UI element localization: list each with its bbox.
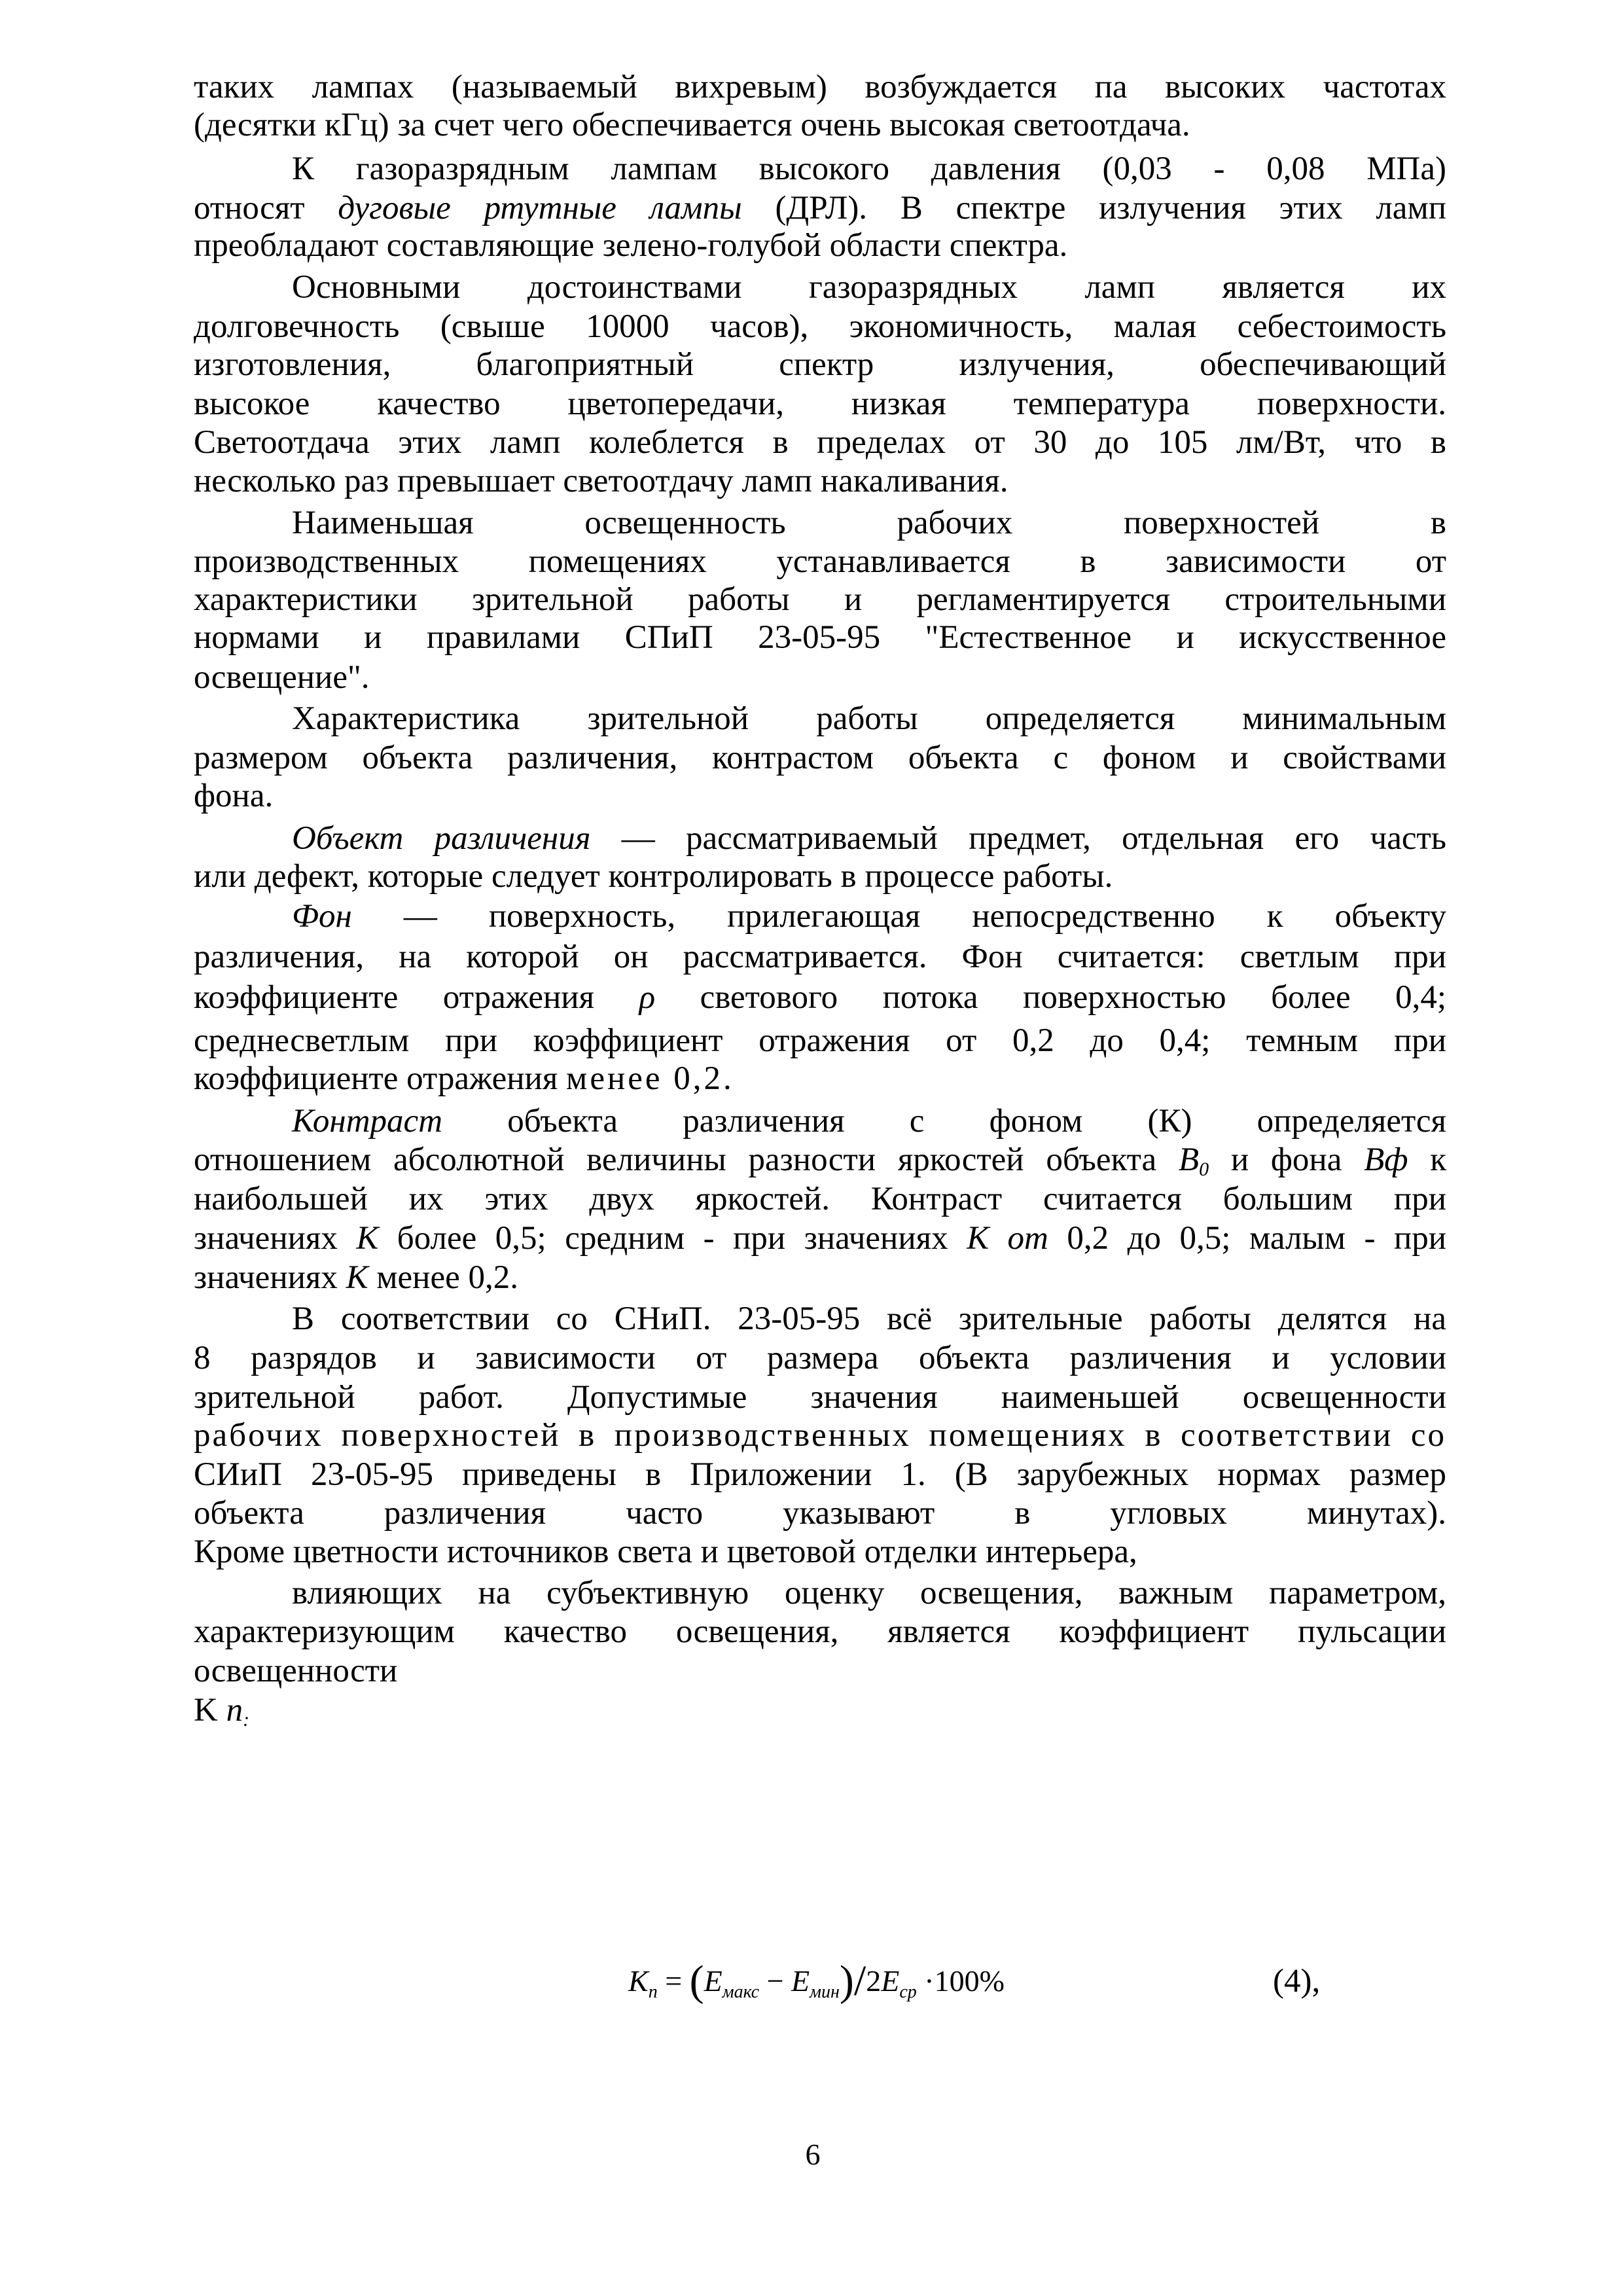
text-line-34 bbox=[194, 1378, 1446, 1417]
symbol-k: К bbox=[346, 1259, 368, 1296]
text-line-7 bbox=[194, 307, 1446, 346]
text-segment: Кроме цветности источников света и цветовой отделки интерьера, bbox=[194, 1534, 1137, 1570]
text-line-19 bbox=[194, 776, 1446, 816]
text-segment: значениях bbox=[194, 1220, 338, 1257]
text-segment: несколько раз превышает светоотдачу ламп накаливания. bbox=[194, 463, 1008, 499]
text-segment: коэффициенте отражения bbox=[194, 1060, 558, 1097]
text-line-9 bbox=[194, 384, 1446, 423]
text-line-13 bbox=[194, 542, 1446, 581]
text-line-39 bbox=[292, 1573, 1446, 1613]
text-segment: Основными достоинствами газоразрядных ламп является их bbox=[292, 269, 1446, 306]
text-segment: более 0,5; средним - при значениях bbox=[397, 1220, 948, 1257]
text-segment: — рассматриваемый предмет, отдельная его часть bbox=[621, 820, 1447, 857]
text-segment: Наименьшая освещенность рабочих поверхностей в bbox=[292, 505, 1446, 541]
text-segment: К газоразрядным лампам высокого давления (0,03 - 0,08 МПа) bbox=[292, 151, 1446, 187]
text-segment: к bbox=[1430, 1141, 1446, 1178]
text-line-37 bbox=[194, 1494, 1446, 1533]
formula-subscript: макс bbox=[722, 1982, 760, 2002]
formula-slash: / bbox=[853, 1957, 866, 2005]
text-line-28 bbox=[194, 1140, 1446, 1179]
text-line-36 bbox=[194, 1455, 1446, 1494]
text-segment: или дефект, которые следует контролировать в процессе работы. bbox=[194, 858, 1113, 895]
formula-factor: ·100% bbox=[924, 1964, 1005, 1998]
text-segment: влияющих на субъективную оценку освещения, важным параметром, bbox=[292, 1575, 1446, 1611]
text-line-26 bbox=[194, 1059, 1446, 1098]
formula-subscript: мин bbox=[810, 1982, 840, 2002]
text-line-10 bbox=[194, 423, 1446, 462]
text-segment: относят bbox=[194, 190, 305, 226]
formula-k: K bbox=[628, 1964, 649, 1998]
formula-number: 2 bbox=[866, 1964, 882, 1998]
text-line-11 bbox=[194, 461, 1446, 501]
text-segment: производственных помещениях устанавливается в зависимости от bbox=[194, 543, 1446, 580]
text-segment: освещенности bbox=[194, 1653, 398, 1689]
formula-e: E bbox=[881, 1964, 900, 1998]
symbol-k: К от bbox=[967, 1220, 1048, 1257]
equation-number: (4), bbox=[1273, 1963, 1321, 2000]
text-line-27 bbox=[292, 1102, 1446, 1141]
text-line-23 bbox=[194, 937, 1446, 977]
text-line-29 bbox=[194, 1179, 1446, 1219]
text-segment: преобладают составляющие зелено-голубой области спектра. bbox=[194, 227, 1068, 264]
text-segment: объекта различения часто указывают в угловых минутах). bbox=[194, 1495, 1446, 1532]
formula-e: E bbox=[704, 1964, 722, 1998]
text-line-5 bbox=[194, 226, 1446, 265]
text-segment: В соответствии со СНиП. 23-05-95 всё зрительные работы делятся на bbox=[292, 1300, 1446, 1337]
text-line-41 bbox=[194, 1651, 1446, 1691]
formula-subscript: п bbox=[648, 1982, 658, 2002]
text-segment: объекта различения с фоном (К) определяется bbox=[507, 1103, 1446, 1139]
formula-equals: = bbox=[665, 1964, 683, 1998]
text-segment: менее 0,2. bbox=[376, 1259, 518, 1296]
text-segment: СИиП 23-05-95 приведены в Приложении 1. (В зарубежных нормах размер bbox=[194, 1456, 1446, 1493]
text-segment: таких лампах (называемый вихревым) возбуждается па высоких частотах bbox=[194, 69, 1446, 105]
text-line-6 bbox=[292, 268, 1446, 307]
formula-minus: − bbox=[766, 1964, 784, 1998]
text-line-33 bbox=[194, 1338, 1446, 1378]
text-segment: фона. bbox=[194, 778, 274, 814]
text-line-14 bbox=[194, 580, 1446, 619]
text-segment: характеристики зрительной работы и регламентируется строительными bbox=[194, 581, 1446, 618]
text-line-20 bbox=[292, 819, 1446, 858]
text-segment: — поверхность, прилегающая непосредственно к объекту bbox=[403, 898, 1447, 935]
text-segment: наибольшей их этих двух яркостей. Контраст считается большим при bbox=[194, 1181, 1446, 1217]
text-line-15 bbox=[194, 618, 1446, 657]
text-segment: светового потока поверхностью более 0,4; bbox=[700, 979, 1447, 1016]
term-background: Фон bbox=[292, 898, 352, 935]
text-line-16 bbox=[194, 658, 1446, 697]
text-line-35 bbox=[194, 1416, 1446, 1455]
text-segment: высокое качество цветопередачи, низкая температура поверхности. bbox=[194, 386, 1446, 422]
text-segment: 0,2 до 0,5; малым - при bbox=[1067, 1220, 1447, 1257]
text-segment: Светоотдача этих ламп колеблется в пределах от 30 до 105 лм/Вт, что в bbox=[194, 424, 1446, 461]
text-line-38 bbox=[194, 1532, 1446, 1571]
text-segment: долговечность (свыше 10000 часов), экономичность, малая себестоимость bbox=[194, 308, 1446, 345]
text-line-12 bbox=[292, 503, 1446, 543]
text-line-25 bbox=[194, 1021, 1446, 1060]
text-segment: зрительной работ. Допустимые значения наименьшей освещенности bbox=[194, 1379, 1446, 1416]
text-segment: нормами и правилами СПиП 23-05-95 "Естественное и искусственное bbox=[194, 619, 1446, 656]
symbol-k: п bbox=[226, 1692, 243, 1729]
text-line-2 bbox=[194, 105, 1446, 145]
emphasis-text: дуговые ртутные лампы bbox=[338, 190, 742, 226]
text-line-8 bbox=[194, 345, 1446, 384]
text-line-24 bbox=[194, 978, 1446, 1017]
text-segment: изготовления, благоприятный спектр излучения, обеспечивающий bbox=[194, 346, 1446, 383]
text-segment: характеризующим качество освещения, является коэффициент пульсации bbox=[194, 1613, 1446, 1650]
subscript: : bbox=[243, 1709, 250, 1731]
symbol-k: К bbox=[356, 1220, 379, 1257]
text-segment: 8 разрядов и зависимости от размера объекта различения и условии bbox=[194, 1340, 1446, 1376]
text-line-18 bbox=[194, 738, 1446, 778]
text-line-4 bbox=[194, 188, 1446, 228]
text-segment: коэффициенте отражения bbox=[194, 979, 595, 1016]
rho-symbol: ρ bbox=[639, 979, 656, 1016]
text-segment: значениях bbox=[194, 1259, 338, 1296]
text-line-21 bbox=[194, 857, 1446, 896]
page-number: 6 bbox=[805, 2138, 821, 2171]
text-segment: среднесветлым при коэффициент отражения от 0,2 до 0,4; темным при bbox=[194, 1022, 1446, 1059]
formula-e: E bbox=[791, 1964, 810, 1998]
text-line-40 bbox=[194, 1612, 1446, 1651]
text-line-30 bbox=[194, 1219, 1446, 1258]
text-segment: (десятки кГц) за счет чего обеспечивается очень высокая светоотдача. bbox=[194, 107, 1190, 143]
symbol-b: B bbox=[1178, 1141, 1200, 1178]
text-segment: (ДРЛ). В спектре излучения этих ламп bbox=[775, 190, 1447, 226]
text-line-42 bbox=[194, 1691, 1446, 1730]
text-segment: Характеристика зрительной работы определяется минимальным bbox=[292, 700, 1446, 737]
formula-subscript: ср bbox=[899, 1982, 917, 2002]
text-line-3 bbox=[292, 149, 1446, 188]
text-segment: и фона bbox=[1230, 1141, 1342, 1178]
term-contrast: Контраст bbox=[292, 1103, 443, 1139]
text-segment: рабочих поверхностей в производственных помещениях в соответствии со bbox=[194, 1417, 1446, 1454]
text-line-22 bbox=[292, 897, 1446, 936]
pulsation-formula bbox=[628, 1958, 1005, 2004]
text-segment: отношением абсолютной величины разности яркостей объекта bbox=[194, 1141, 1157, 1178]
formula-paren: ) bbox=[839, 1957, 854, 2005]
text-segment: размером объекта различения, контрастом объекта с фоном и свойствами bbox=[194, 740, 1446, 776]
formula-paren: ( bbox=[689, 1957, 704, 2005]
text-segment: различения, на которой он рассматривается. Фон считается: светлым при bbox=[194, 939, 1446, 975]
subscript: 0 bbox=[1199, 1158, 1209, 1180]
text-segment: K bbox=[194, 1692, 218, 1729]
text-segment: менее 0,2. bbox=[566, 1060, 734, 1097]
text-line-31 bbox=[194, 1258, 1446, 1297]
text-line-32 bbox=[292, 1299, 1446, 1338]
term-object: Объект различения bbox=[292, 820, 591, 857]
symbol-bf: Bф bbox=[1364, 1141, 1408, 1178]
text-line-1 bbox=[194, 67, 1446, 107]
text-line-17 bbox=[292, 699, 1446, 738]
text-segment: освещение". bbox=[194, 659, 370, 696]
